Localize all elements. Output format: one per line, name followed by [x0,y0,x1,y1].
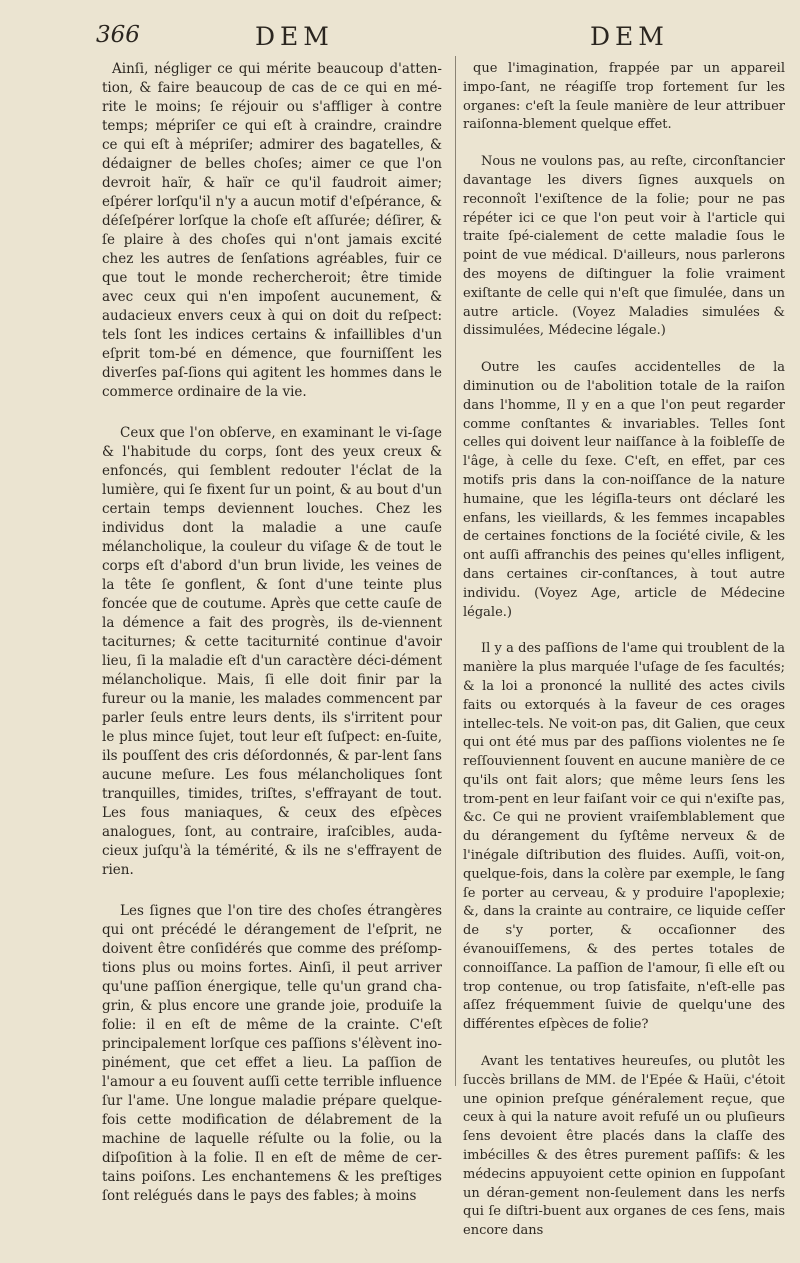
left-column [102,60,442,1228]
paragraph: Il y a des paſſions de l'ame qui troublent de la manière la plus marquée l'uſage de ſes facultés; & la loi a prononcé la nullité des actes civils faits ou extorqués à la faveur de ces orages intellec-tels. Ne voit-on pas, dit Galien, que ceux qui ont été mus par des paſſions violentes ne ſe reſſouviennent ſouvent en aucune manière de ce qu'ils ont fait alors; que même leurs ſens les trom-pent en leur faiſant voir ce qui n'exiſte pas, &c. Ce qui ne provient vraiſemblablement que du dérangement du ſyſtême nerveux & de l'inégale diſtribution des fluides. Auſſi, voit-on, quelque-fois, dans la colère par exemple, le ſang ſe porter au cerveau, & y produire l'apoplexie; &, dans la crainte au contraire, ce liquide ceſſer de s'y porter, & occaſionner des évanouiſſemens, & des pertes totales de connoiſſance. La paſſion de l'amour, ſi elle eſt ou trop contenue, ou trop ſatisfaite, n'eſt-elle pas aſſez fréquemment ſuivie de quelqu'une des différentes eſpèces de folie? [463,641,785,1033]
running-header [0,22,800,56]
paragraph: que l'imagination, frappée par un appareil impo-ſant, ne réagiſſe trop fortement ſur les organes: c'eſt la ſeule manière de leur attribuer raiſonna-blement quelque effet. [463,61,785,133]
paragraph: Outre les cauſes accidentelles de la diminution ou de l'abolition totale de la raiſon dans l'homme, Il y en a que l'on peut regarder comme conſtantes & invariables. Telles ſont celles qui doivent leur naiſſance à la foibleſſe de l'âge, à celle du ſexe. C'eſt, en effet, par ces motifs pris dans la con-noiſſance de la nature humaine, que les légiſla-teurs ont déclaré les enfans, les vieillards, & les femmes incapables de certaines fonctions de la ſociété civile, & les ont auſſi affranchis des peines qu'elles infligent, dans certaines cir-conſtances, à tout autre individu. (Voyez Age, article de Médecine légale.) [463,360,785,620]
paragraph: Nous ne voulons pas, au reſte, circonſtancier davantage les divers ſignes auxquels on reconnoît l'exiſtence de la folie; pour ne pas répéter ici ce que l'on peut voir à l'article qui traite ſpé-cialement de cette maladie ſous le point de vue médical. D'ailleurs, nous parlerons des moyens de diſtinguer la folie vraiment exiſtante de celle qui n'eſt que ſimulée, dans un autre article. (Voyez Maladies simulées & dissimulées, Médecine légale.) [463,154,785,339]
right-column [463,60,785,1263]
paragraph: Avant les tentatives heureuſes, ou plutôt les ſuccès brillans de MM. de l'Epée & Haüi, c'étoit une opinion preſque généralement reçue, que ceux à qui la nature avoit refuſé un ou pluſieurs ſens devoient être placés dans la claſſe des imbécilles & des êtres purement paſſifs: & les médecins appuyoient cette opinion en ſuppoſant un déran-gement non-ſeulement dans les nerfs qui ſe diſtri-buent aux organes de ces ſens, mais encore dans [463,1054,785,1239]
running-title-right: DEM [590,22,669,51]
running-title-left: DEM [255,22,334,51]
paragraph: Ainſi, négliger ce qui mérite beaucoup d'atten-tion, & faire beaucoup de cas de ce qui en mé-rite le moins; ſe réjouir ou s'affliger à contre temps; mépriſer ce qui eſt à craindre, craindre ce qui eſt à mépriſer; admirer des bagatelles, & dédaigner de belles choſes; aimer ce que l'on devroit haïr, & haïr ce qu'il faudroit aimer; eſpérer lorſqu'il n'y a aucun motif d'eſpérance, & déſeſpérer lorſque la choſe eſt aſſurée; déſirer, & ſe plaire à des choſes qui n'ont jamais excité chez les autres de ſenſations agréables, fuir ce que tout le monde rechercheroit; être timide avec ceux qui n'en impoſent aucunement, & audacieux envers ceux à qui on doit du reſpect: tels ſont les indices certains & infaillibles d'un eſprit tom-bé en démence, que fourniſſent les diverſes paſ-ſions qui agitent les hommes dans le commerce ordinaire de la vie. [102,61,442,400]
paragraph: Les ſignes que l'on tire des choſes étrangères qui ont précédé le dérangement de l'eſprit, ne doivent être conſidérés que comme des préſomp-tions plus ou moins fortes. Ainſi, il peut arriver qu'une paſſion énergique, telle qu'un grand cha-grin, & plus encore une grande joie, produiſe la folie: il en eſt de même de la crainte. C'eſt principalement lorſque ces paſſions s'élèvent ino-pinément, que cet effet a lieu. La paſſion de l'amour a eu ſouvent auſſi cette terrible influence ſur l'ame. Une longue maladie prépare quelque-fois cette modification de délabrement de la machine de laquelle réſulte ou la folie, ou la diſpoſition à la folie. Il en eſt de même de cer-tains poiſons. Les enchantemens & les preſtiges ſont relégués dans le pays des fables; à moins [102,903,442,1204]
paragraph: Ceux que l'on obſerve, en examinant le vi-ſage & l'habitude du corps, ſont des yeux creux & enfoncés, qui ſemblent redouter l'éclat de la lumière, qui ſe fixent ſur un point, & au bout d'un certain temps deviennent louches. Chez les individus dont la maladie a une cauſe mélancholique, la couleur du viſage & de tout le corps eſt d'abord d'un brun livide, les veines de la tête ſe gonflent, & ſont d'une teinte plus foncée que de coutume. Après que cette cauſe de la démence a fait des progrès, ils de-viennent taciturnes; & cette taciturnité continue d'avoir lieu, ſi la maladie eſt d'un caractère déci-dément mélancholique. Mais, ſi elle doit finir par la fureur ou la manie, les malades commencent par parler ſeuls entre leurs dents, ils s'irritent pour le plus mince ſujet, tout leur eſt ſuſpect: en-ſuite, ils pouſſent des cris déſordonnés, & par-lent ſans aucune meſure. Les fous mélancholiques ſont tranquilles, timides, triſtes, s'effrayant de tout. Les fous maniaques, & ceux des eſpèces analogues, ſont, au contraire, iraſcibles, auda-cieux juſqu'à la témérité, & ils ne s'effrayent de rien. [102,425,442,878]
page-number: 366 [96,22,140,48]
column-divider [455,56,456,1086]
